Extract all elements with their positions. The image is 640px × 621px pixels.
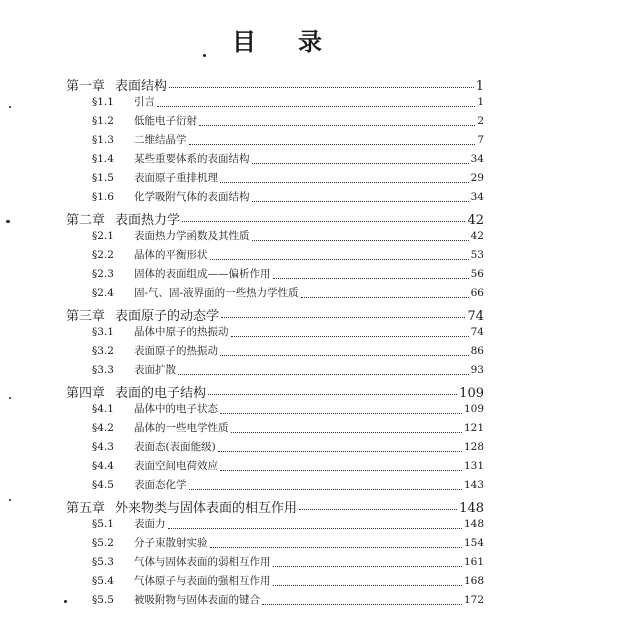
- scan-speck: [9, 106, 11, 108]
- section-title: 晶体的一些电学性质: [134, 422, 229, 434]
- table-of-contents: [66, 74, 484, 611]
- toc-chapter-row: [66, 305, 484, 324]
- section-number: §2.4: [92, 287, 114, 299]
- section-number: §4.3: [92, 441, 114, 453]
- section-number: §1.6: [92, 191, 114, 203]
- toc-section-row: [66, 401, 484, 420]
- dot-leader: [182, 221, 465, 222]
- section-title: 表面态(表面能级): [134, 441, 216, 453]
- section-title: 气体与固体表面的弱相互作用: [134, 556, 271, 568]
- dot-leader: [189, 489, 462, 490]
- dot-leader: [262, 604, 462, 605]
- toc-section-row: [66, 573, 484, 592]
- section-number: §4.2: [92, 422, 114, 434]
- section-title: 表面扩散: [134, 364, 176, 376]
- section-page-number: 86: [470, 345, 484, 357]
- section-title: 引言: [134, 96, 155, 108]
- section-title: 表面热力学函数及其性质: [134, 230, 250, 242]
- toc-section-row: [66, 285, 484, 304]
- toc-section-row: [66, 535, 484, 554]
- section-page-number: 42: [470, 230, 484, 242]
- dot-leader: [252, 240, 469, 241]
- dot-leader: [157, 106, 475, 107]
- section-title: 表面力: [134, 518, 166, 530]
- section-page-number: 29: [470, 172, 484, 184]
- dot-leader: [199, 125, 475, 126]
- toc-section-row: [66, 94, 484, 113]
- section-number: §1.5: [92, 172, 114, 184]
- section-number: §2.2: [92, 249, 114, 261]
- scan-speck: [6, 220, 10, 223]
- section-title: 晶体中原子的热振动: [134, 326, 229, 338]
- section-number: §4.5: [92, 479, 114, 491]
- section-number: §5.1: [92, 518, 114, 530]
- chapter-page-number: 1: [475, 79, 484, 94]
- dot-leader: [220, 182, 469, 183]
- dot-leader: [220, 355, 469, 356]
- dot-leader: [220, 413, 462, 414]
- chapter-number: 第四章: [66, 386, 106, 401]
- section-number: §1.3: [92, 134, 114, 146]
- scan-speck: [9, 499, 11, 501]
- dot-leader: [231, 432, 462, 433]
- section-number: §5.4: [92, 575, 114, 587]
- section-number: §3.3: [92, 364, 114, 376]
- dot-leader: [299, 509, 457, 510]
- chapter-page-number: 74: [467, 309, 484, 324]
- toc-section-row: [66, 362, 484, 381]
- chapter-number: 第一章: [66, 79, 106, 94]
- toc-section-row: [66, 324, 484, 343]
- chapter-title: 外来物类与固体表面的相互作用: [115, 501, 298, 516]
- dot-leader: [210, 547, 462, 548]
- section-page-number: 56: [470, 268, 484, 280]
- section-page-number: 172: [463, 594, 484, 606]
- toc-section-row: [66, 439, 484, 458]
- section-number: §1.2: [92, 115, 114, 127]
- section-page-number: 128: [463, 441, 484, 453]
- section-number: §2.1: [92, 230, 114, 242]
- chapter-page-number: 109: [459, 386, 484, 401]
- dot-leader: [208, 394, 457, 395]
- section-number: §1.1: [92, 96, 114, 108]
- toc-section-row: [66, 151, 484, 170]
- scan-speck: [203, 54, 206, 57]
- dot-leader: [189, 144, 476, 145]
- section-page-number: 154: [463, 537, 484, 549]
- section-page-number: 168: [463, 575, 484, 587]
- section-page-number: 7: [477, 134, 484, 146]
- toc-chapter-row: [66, 75, 484, 94]
- section-number: §3.2: [92, 345, 114, 357]
- toc-chapter-row: [66, 497, 484, 516]
- section-title: 表面态化学: [134, 479, 187, 491]
- toc-section-row: [66, 247, 484, 266]
- dot-leader: [168, 528, 462, 529]
- section-page-number: 143: [463, 479, 484, 491]
- section-page-number: 34: [470, 191, 484, 203]
- section-number: §5.2: [92, 537, 114, 549]
- section-title: 表面原子重排机理: [134, 172, 218, 184]
- title-char-1: 目: [232, 27, 258, 56]
- section-page-number: 109: [463, 403, 484, 415]
- section-number: §4.4: [92, 460, 114, 472]
- toc-section-row: [66, 343, 484, 362]
- toc-chapter-row: [66, 382, 484, 401]
- section-title: 晶体中的电子状态: [134, 403, 218, 415]
- section-title: 化学吸附气体的表面结构: [134, 191, 250, 203]
- section-page-number: 161: [463, 556, 484, 568]
- section-page-number: 121: [463, 422, 484, 434]
- section-title: 晶体的平衡形状: [134, 249, 208, 261]
- toc-section-row: [66, 266, 484, 285]
- dot-leader: [252, 201, 469, 202]
- section-title: 固体的表面组成——偏析作用: [134, 268, 271, 280]
- section-page-number: 53: [470, 249, 484, 261]
- section-title: 表面空间电荷效应: [134, 460, 218, 472]
- toc-section-row: [66, 477, 484, 496]
- section-page-number: 93: [470, 364, 484, 376]
- section-number: §2.3: [92, 268, 114, 280]
- chapter-title: 表面热力学: [115, 213, 181, 228]
- toc-section-row: [66, 228, 484, 247]
- chapter-number: 第二章: [66, 213, 106, 228]
- dot-leader: [273, 585, 462, 586]
- toc-section-row: [66, 458, 484, 477]
- dot-leader: [218, 451, 462, 452]
- toc-section-row: [66, 420, 484, 439]
- section-number: §1.4: [92, 153, 114, 165]
- section-title: 被吸附物与固体表面的键合: [134, 594, 260, 606]
- section-number: §5.3: [92, 556, 114, 568]
- chapter-number: 第三章: [66, 309, 106, 324]
- section-title: 分子束散射实验: [134, 537, 208, 549]
- toc-section-row: [66, 554, 484, 573]
- chapter-title: 表面结构: [115, 79, 168, 94]
- dot-leader: [231, 336, 469, 337]
- section-number: §4.1: [92, 403, 114, 415]
- toc-section-row: [66, 592, 484, 611]
- toc-section-row: [66, 113, 484, 132]
- section-page-number: 66: [470, 287, 484, 299]
- dot-leader: [169, 87, 474, 88]
- dot-leader: [273, 278, 469, 279]
- section-number: §3.1: [92, 326, 114, 338]
- section-title: 某些重要体系的表面结构: [134, 153, 250, 165]
- section-number: §5.5: [92, 594, 114, 606]
- section-title: 气体原子与表面的强相互作用: [134, 575, 271, 587]
- toc-section-row: [66, 170, 484, 189]
- toc-section-row: [66, 132, 484, 151]
- title-char-2: 录: [298, 27, 324, 56]
- chapter-page-number: 42: [467, 213, 484, 228]
- toc-chapter-row: [66, 209, 484, 228]
- dot-leader: [210, 259, 469, 260]
- section-title: 二维结晶学: [134, 134, 187, 146]
- dot-leader: [178, 374, 469, 375]
- scan-speck: [9, 397, 11, 399]
- section-page-number: 131: [463, 460, 484, 472]
- toc-section-row: [66, 189, 484, 208]
- chapter-title: 表面原子的动态学: [115, 309, 220, 324]
- section-title: 表面原子的热振动: [134, 345, 218, 357]
- dot-leader: [252, 163, 469, 164]
- section-title: 低能电子衍射: [134, 115, 197, 127]
- section-page-number: 148: [463, 518, 484, 530]
- section-page-number: 74: [470, 326, 484, 338]
- toc-section-row: [66, 516, 484, 535]
- dot-leader: [301, 297, 469, 298]
- chapter-title: 表面的电子结构: [115, 386, 207, 401]
- chapter-page-number: 148: [459, 501, 484, 516]
- section-page-number: 2: [477, 115, 484, 127]
- chapter-number: 第五章: [66, 501, 106, 516]
- section-page-number: 34: [470, 153, 484, 165]
- dot-leader: [273, 566, 462, 567]
- dot-leader: [220, 470, 462, 471]
- section-page-number: 1: [477, 96, 484, 108]
- dot-leader: [221, 317, 465, 318]
- section-title: 固-气、固-液界面的一些热力学性质: [134, 287, 299, 299]
